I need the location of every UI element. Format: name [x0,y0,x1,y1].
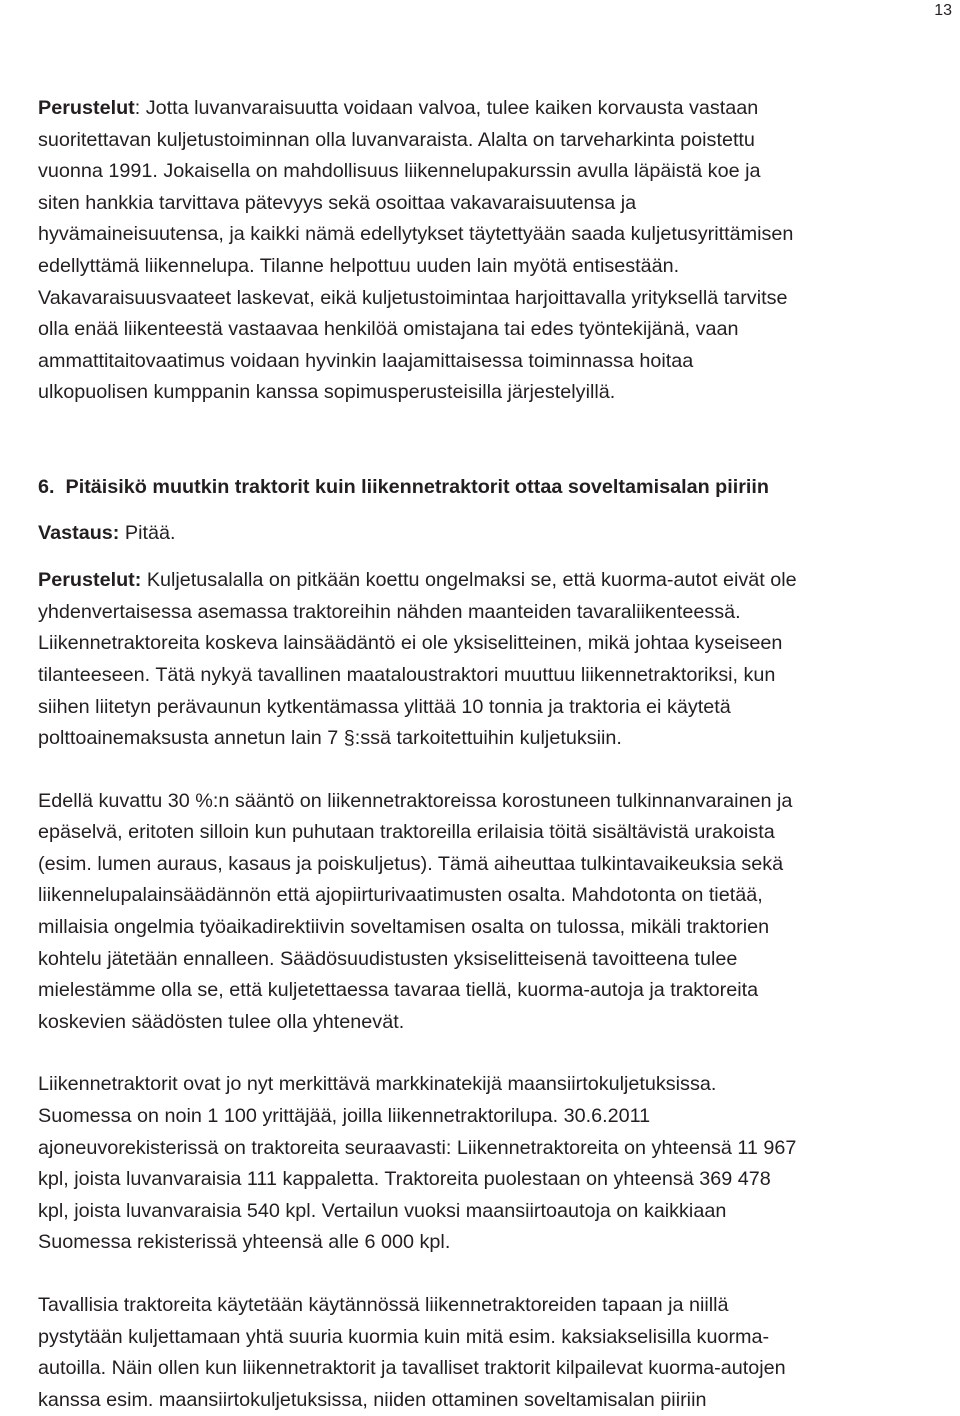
prev-reasoning-line-7: olla enää liikenteestä vastaavaa henkilöä omistajana tai edes työntekijänä, vaan [38,318,739,341]
reasoning-line-3: tilanteeseen. Tätä nykyä tavallinen maataloustraktori muuttuu liikennetraktoriksi, kun [38,663,776,686]
paragraph-statistics [38,1069,954,1259]
question-heading [38,472,954,504]
document-body [38,93,954,1416]
prev-reasoning-line-1: suoritettavan kuljetustoiminnan olla luvanvaraista. Alalta on tarveharkinta poistettu [38,128,755,151]
paragraph-3-line-4: kpl, joista luvanvaraisia 540 kpl. Vertailun vuoksi maansiirtoautoja on kaikkiaan [38,1199,727,1222]
paragraph-4-line-3: kanssa esim. maansiirtokuljetuksissa, niiden ottaminen soveltamisalan piiriin [38,1388,707,1411]
prev-reasoning-line-8: ammattitaitovaatimus voidaan hyvinkin laajamittaisessa toiminnassa hoitaa [38,349,694,372]
prev-reasoning-label-colon: : [134,97,141,119]
answer-text: Pitää. [119,521,176,544]
paragraph-3-line-2: ajoneuvorekisterissä on traktoreita seuraavasti: Liikennetraktoreita on yhteensä 11 967 [38,1136,797,1159]
prev-reasoning-line-9: ulkopuolisen kumppanin kanssa sopimusperusteisilla järjestelyillä. [38,381,616,404]
paragraph-2-line-6: mielestämme olla se, että kuljetettaessa tavaraa tiellä, kuorma-autoja ja traktoreita [38,979,759,1002]
question-text: Pitäisikö muutkin traktorit kuin liikennetraktorit ottaa soveltamisalan piiriin [65,475,769,498]
paragraph-4-line-2: autoilla. Näin ollen kun liikennetraktorit ja tavalliset traktorit kilpailevat kuorma-autojen [38,1357,786,1380]
spacer [38,409,954,472]
spacer [38,504,954,518]
answer-line [38,518,954,550]
paragraph-2-line-3: liikennelupalainsäädännön että ajopiirturivaatimusten osalta. Mahdotonta on tietää, [38,884,763,907]
prev-reasoning-label: Perustelut [38,97,135,119]
reasoning-line-2: Liikennetraktoreita koskeva lainsäädäntö ei ole yksiselitteinen, mikä johtaa kyseiseen [38,632,783,655]
reasoning-line-4: siihen liitetyn perävaunun kytkentämassa ylittää 10 tonnia ja traktoria ei käytetä [38,695,731,718]
paragraph-2-line-7: koskevien säädösten tulee olla yhtenevät. [38,1010,405,1033]
prev-reasoning-line-0: Perustelut: Jotta luvanvaraisuutta voidaan valvoa, tulee kaiken korvausta vastaan [38,97,759,119]
paragraph-2-line-0: Edellä kuvattu 30 %:n sääntö on liikennetraktoreissa korostuneen tulkinnanvarainen ja [38,789,793,812]
paragraph-2-line-5: kohtelu jätetään ennalleen. Säädösuudistusten yksiselitteisenä tavoitteena tulee [38,947,738,970]
reasoning-label: Perustelut: [38,569,142,592]
paragraph-3-line-3: kpl, joista luvanvaraisia 111 kappaletta. Traktoreita puolestaan on yhteensä 369 478 [38,1168,771,1191]
paragraph-2-line-4: millaisia ongelmia työaikadirektiivin soveltamisen osalta on tulossa, mikäli traktorien [38,916,770,939]
spacer [38,549,954,565]
reasoning-line-5: polttoainemaksusta annetun lain 7 §:ssä tarkoitettuihin kuljetuksiin. [38,727,622,750]
reasoning-paragraph [38,565,954,755]
prev-reasoning-line-2: vuonna 1991. Jokaisella on mahdollisuus liikennelupakurssin avulla läpäistä koe ja [38,160,761,183]
reasoning-line-1: yhdenvertaisessa asemassa traktoreihin nähden maanteiden tavaraliikenteessä. [38,600,741,623]
prev-reasoning-line-3: siten hankkia tarvittava pätevyys sekä osoittaa vakavaraisuutensa ja [38,191,637,214]
paragraph-2-line-1: epäselvä, eritoten silloin kun puhutaan traktoreilla erilaisia töitä sisältävistä urakoista [38,821,775,844]
paragraph-4-line-1: pystytään kuljettamaan yhtä suuria kuormia kuin mitä esim. kaksiakselisilla kuorma- [38,1325,770,1348]
answer-label: Vastaus: [38,521,120,544]
paragraph-ordinary-tractors [38,1290,954,1416]
prev-reasoning-line-5: edellyttämä liikennelupa. Tilanne helpottuu uuden lain myötä entisestään. [38,254,680,277]
prev-reasoning-paragraph [38,93,954,409]
reasoning-line-0: Perustelut: Kuljetusalalla on pitkään koettu ongelmaksi se, että kuorma-autot eivät ole [38,569,797,592]
paragraph-3-line-1: Suomessa on noin 1 100 yrittäjää, joilla liikennetraktorilupa. 30.6.2011 [38,1105,651,1128]
paragraph-4-line-0: Tavallisia traktoreita käytetään käytännössä liikennetraktoreiden tapaan ja niillä [38,1294,729,1316]
prev-reasoning-line-6: Vakavaraisuusvaateet laskevat, eikä kuljetustoimintaa harjoittavalla yrityksellä tarvitse [38,286,788,309]
spacer [38,755,954,786]
paragraph-3-line-0: Liikennetraktorit ovat jo nyt merkittävä markkinatekijä maansiirtokuljetuksissa. [38,1073,717,1096]
page-number: 13 [934,2,952,19]
paragraph-rule-30-percent [38,786,954,1039]
prev-reasoning-line-4: hyvämaineisuutensa, ja kaikki nämä edellytykset täytettyään saada kuljetusyrittämisen [38,223,794,246]
question-number: 6. [38,475,55,498]
paragraph-3-line-5: Suomessa rekisterissä yhteensä alle 6 000 kpl. [38,1231,451,1254]
spacer [38,1038,954,1069]
spacer [38,1259,954,1290]
paragraph-2-line-2: (esim. lumen auraus, kasaus ja poiskuljetus). Tämä aiheuttaa tulkintavaikeuksia sekä [38,852,784,875]
